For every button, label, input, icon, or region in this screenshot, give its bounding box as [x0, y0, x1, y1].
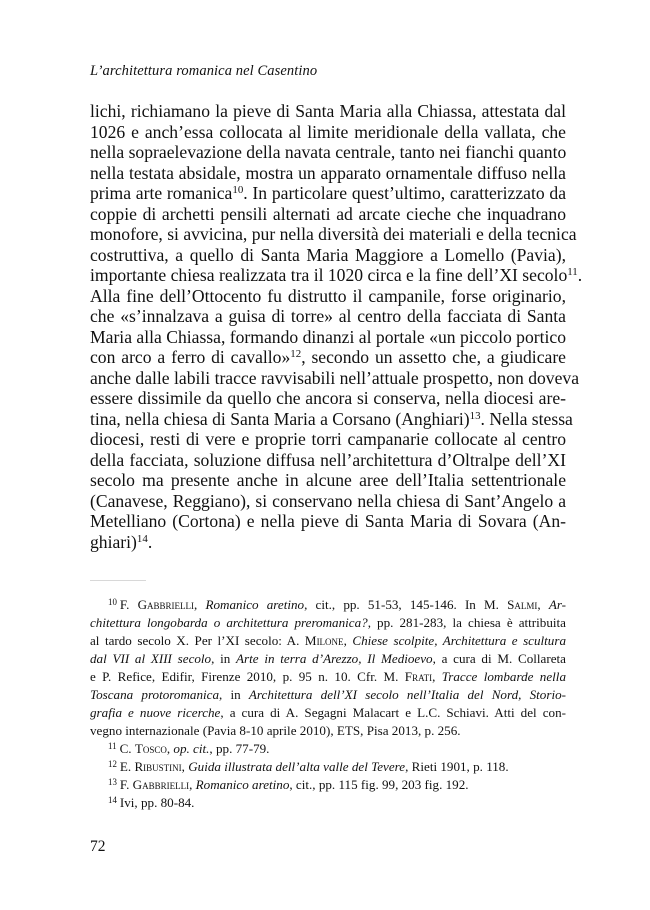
body-line	[90, 532, 566, 553]
footnote-text: ,	[537, 597, 549, 612]
author-name: Tosco	[134, 741, 167, 756]
footnote-text: ,	[181, 759, 189, 774]
footnote-12	[90, 758, 566, 776]
footnote-13	[90, 776, 566, 794]
footnote-number: 13	[108, 777, 117, 787]
body-text-segment: prima arte romanica	[90, 183, 233, 203]
author-name: Gabbrielli	[137, 597, 195, 612]
footnote-text: ,	[194, 597, 206, 612]
work-title: Architettura dell’XI secolo nell’Italia del Nord, Storio-	[248, 687, 566, 702]
body-line	[90, 183, 566, 204]
body-line	[90, 408, 573, 430]
footnote-10-line	[90, 650, 566, 668]
body-text-segment: . In particolare quest’ultimo, caratterizzato da	[243, 183, 566, 203]
footnote-10-line	[90, 632, 566, 650]
footnote-reference[interactable]: 11	[567, 266, 578, 278]
footnote-text: , in	[211, 651, 237, 666]
body-text-segment: ghiari)	[90, 531, 137, 552]
body-line: coppie di archetti pensili alternati ad arcate cieche che inquadrano	[90, 203, 566, 224]
footnote-text: vegno internazionale (Pavia 8-10 aprile 2010), ETS, Pisa 2013, p. 256.	[90, 723, 461, 738]
footnote-text: , a cura di M. Collareta	[432, 651, 566, 666]
footnote-text: , pp. 281-283, la chiesa è attribuita	[367, 615, 566, 630]
footnote-number: 12	[108, 759, 117, 769]
body-paragraph	[90, 101, 583, 552]
footnote-reference[interactable]: 12	[290, 348, 302, 360]
footnote-text: Ivi, pp. 80-84.	[119, 795, 195, 810]
footnote-number: 14	[108, 795, 117, 805]
footnote-text: , a cura di A. Segagni Malacart e L.C. Schiavi. Atti del con-	[220, 705, 566, 720]
author-name: Ribustini	[134, 759, 182, 774]
footnote-text: F.	[119, 597, 138, 612]
footnote-14	[90, 794, 566, 812]
work-title: Arte in terra d’Arezzo, Il Medioevo	[236, 651, 433, 666]
work-title: dal VII al XIII secolo	[90, 651, 212, 666]
footnote-reference[interactable]: 14	[136, 532, 148, 545]
body-line: anche dalle labili tracce ravvisabili nell’attuale prospetto, non doveva	[90, 367, 580, 388]
footnote-10-line	[90, 614, 566, 632]
work-title: Romanico aretino	[205, 597, 305, 612]
body-line: lichi, richiamano la pieve di Santa Maria alla Chiassa, attestata dal	[90, 101, 566, 121]
footnote-text: , in	[219, 687, 249, 702]
work-title: Guida illustrata dell’alta valle del Tevere	[188, 759, 406, 774]
work-title: Romanico aretino	[195, 777, 290, 792]
footnote-number: 10	[108, 597, 117, 607]
author-name: Salmi	[507, 597, 538, 612]
author-name: Frati	[404, 669, 433, 684]
body-text-segment: importante chiesa realizzata tra il 1020 circa e la fine dell’XI secolo	[90, 265, 568, 285]
body-line: che «s’innalzava a guisa di torre» al centro della facciata di Santa	[90, 306, 566, 326]
work-title: Ar-	[548, 597, 567, 612]
footnote-reference[interactable]: 13	[469, 409, 481, 422]
footnote-text: al tardo secolo X. Per l’XI secolo: A.	[90, 633, 305, 648]
footnote-11	[90, 740, 566, 758]
footnote-text: ,	[343, 633, 353, 648]
body-line	[90, 265, 583, 286]
work-title: grafia e nuove ricerche	[90, 705, 221, 720]
author-name: Gabbrielli	[132, 777, 190, 792]
body-line: secolo ma presente anche in alcune aree dell’Italia settentrionale	[90, 470, 566, 490]
body-line: 1026 e anch’essa collocata al limite meridionale della vallata, che	[90, 121, 566, 142]
footnote-reference[interactable]: 10	[232, 184, 244, 196]
page-number: 72	[90, 838, 106, 855]
body-line: Alla fine dell’Ottocento fu distrutto il campanile, forse originario,	[90, 285, 566, 306]
body-line: nella sopraelevazione della navata centrale, tanto nei fianchi quanto	[90, 142, 567, 162]
body-line: della facciata, soluzione diffusa nell’architettura d’Oltralpe dell’XI	[90, 449, 566, 470]
body-text-segment: con arco a ferro di cavallo»	[90, 347, 291, 367]
footnote-text: , Rieti 1901, p. 118.	[405, 759, 509, 774]
body-line: Maria alla Chiassa, formando dinanzi al portale «un piccolo portico	[90, 326, 566, 347]
body-line: monofore, si avvicina, pur nella diversità dei materiali e della tecnica	[90, 224, 577, 244]
body-text-segment: . Nella stessa	[480, 408, 573, 429]
work-title: Toscana protoromanica	[90, 687, 219, 702]
footnote-10-line	[90, 704, 566, 722]
work-title: Chiese scolpite, Architettura e scultura	[352, 633, 567, 648]
footnote-separator	[90, 580, 146, 581]
footnote-text: , cit., pp. 115 fig. 99, 203 fig. 192.	[289, 777, 469, 792]
body-text-segment: .	[147, 531, 153, 552]
footnotes	[90, 596, 566, 812]
footnote-text: e P. Refice, Edifir, Firenze 2010, p. 95 n. 10. Cfr. M.	[90, 669, 405, 684]
running-head: L’architettura romanica nel Casentino	[90, 63, 318, 79]
body-text-segment: , secondo un assetto che, a giudicare	[301, 347, 566, 367]
body-line: (Canavese, Reggiano), si conservano nella chiesa di Sant’Angelo a	[90, 490, 566, 511]
body-line: Metelliano (Cortona) e nella pieve di Santa Maria di Sovara (An-	[90, 511, 566, 531]
footnote-text: E.	[119, 759, 135, 774]
body-line: costruttiva, a quello di Santa Maria Maggiore a Lomello (Pavia),	[90, 244, 566, 265]
footnote-text: F.	[119, 777, 133, 792]
body-text-segment: tina, nella chiesa di Santa Maria a Corsano (Anghiari)	[90, 408, 470, 429]
body-line: nella testata absidale, mostra un apparato ornamentale diffuso nella	[90, 162, 566, 183]
body-line: essere dissimile da quello che ancora si conserva, nella diocesi are-	[90, 388, 566, 408]
footnote-text: ,	[432, 669, 442, 684]
footnote-10-line	[90, 686, 566, 704]
footnote-text: , cit., pp. 51-53, 145-146. In M.	[304, 597, 508, 612]
footnote-text: C.	[119, 741, 135, 756]
body-line: diocesi, resti di vere e proprie torri campanarie collocate al centro	[90, 429, 566, 449]
footnote-10-line	[90, 668, 566, 686]
body-line	[90, 347, 566, 368]
footnote-10-line	[90, 722, 566, 740]
work-title: op. cit.	[173, 741, 210, 756]
footnote-text: ,	[166, 741, 174, 756]
footnote-text: , pp. 77-79.	[209, 741, 270, 756]
footnote-10-line	[90, 596, 566, 614]
work-title: Tracce lombarde nella	[441, 669, 566, 684]
footnote-text: ,	[189, 777, 196, 792]
footnote-number: 11	[108, 741, 117, 751]
work-title: chitettura longobarda o architettura preromanica?	[90, 615, 368, 630]
author-name: Milone	[304, 633, 344, 648]
body-text-segment: .	[577, 265, 583, 285]
